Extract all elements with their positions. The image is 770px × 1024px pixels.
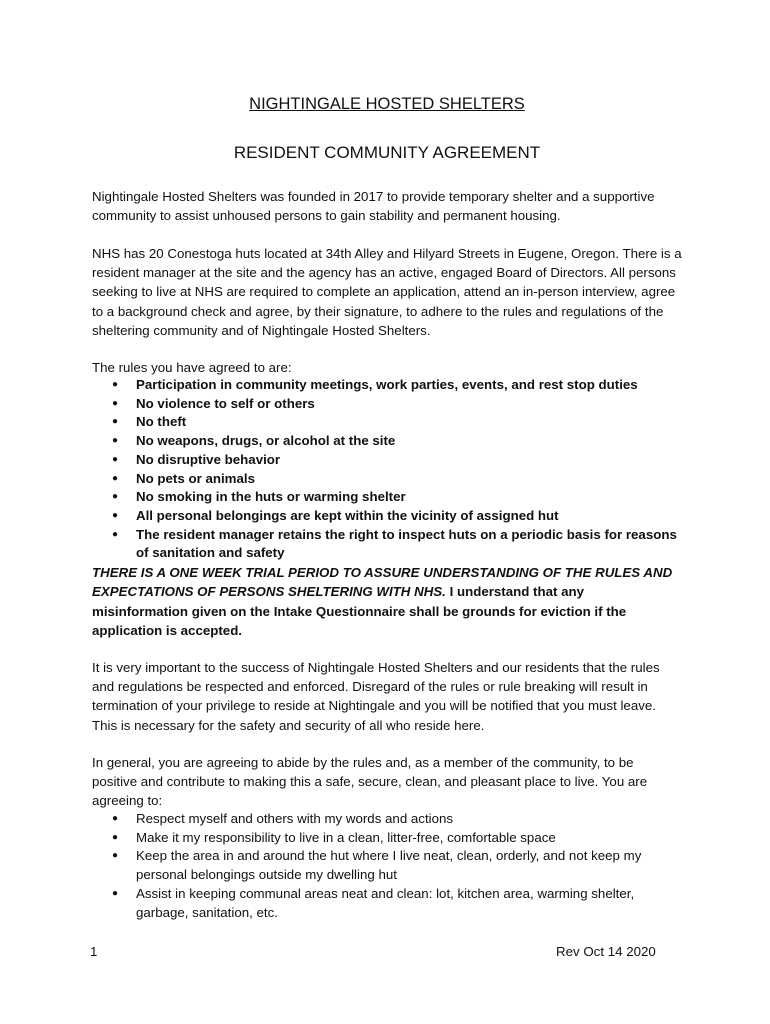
document-subtitle: RESIDENT COMMUNITY AGREEMENT <box>233 143 541 162</box>
huts-paragraph: NHS has 20 Conestoga huts located at 34th Alley and Hilyard Streets in Eugene, Oregon. There is a resident manager at the site and the agency has an active, engaged Board of Directors. All persons seeking to live at NHS are required to complete an application, attend an in-person interview, agree to a background check and agree, by their signature, to adhere to the rules and regulations of the sheltering community and of Nightingale Hosted Shelters. <box>92 246 682 338</box>
trial-period-emphasis: THERE IS A ONE WEEK TRIAL PERIOD TO ASSURE UNDERSTANDING OF THE RULES AND EXPECTATIONS OF PERSONS SHELTERING WITH NHS. <box>92 565 673 600</box>
page-number: 1 <box>90 944 98 959</box>
rule-item: ● No disruptive behavior <box>92 451 682 470</box>
rules-list <box>92 376 682 563</box>
rule-item: ● No theft <box>92 413 682 432</box>
founding-paragraph: Nightingale Hosted Shelters was founded in 2017 to provide temporary shelter and a supportive community to assist unhoused persons to gain stability and permanent housing. <box>92 189 655 224</box>
rule-item: ● Participation in community meetings, work parties, events, and rest stop duties <box>92 376 682 395</box>
enforcement-paragraph: It is very important to the success of Nightingale Hosted Shelters and our residents that the rules and regulations be respected and enforced. Disregard of the rules or rule breaking will result in termination of your privilege to reside at Nightingale and you will be notified that you must leave. This is necessary for the safety and security of all who reside here. <box>92 660 660 733</box>
agreement-item: ● Make it my responsibility to live in a clean, litter-free, comfortable space <box>92 829 682 848</box>
rule-item: ● The resident manager retains the right to inspect huts on a periodic basis for reasons of sanitation and safety <box>92 526 682 563</box>
rule-item: ● All personal belongings are kept within the vicinity of assigned hut <box>92 507 682 526</box>
rule-item: ● No weapons, drugs, or alcohol at the site <box>92 432 682 451</box>
trial-period-statement: I understand that any misinformation given on the Intake Questionnaire shall be grounds for eviction if the application is accepted. <box>92 584 627 639</box>
trial-period-notice <box>92 563 682 641</box>
document-title: NIGHTINGALE HOSTED SHELTERS <box>249 95 525 113</box>
rule-item: ● No violence to self or others <box>92 395 682 414</box>
agreement-item: ● Keep the area in and around the hut where I live neat, clean, orderly, and not keep my personal belongings outside my dwelling hut <box>92 847 682 884</box>
rule-item: ● No pets or animals <box>92 470 682 489</box>
agreements-list <box>92 810 682 922</box>
rules-intro: The rules you have agreed to are: <box>92 360 292 375</box>
rule-item: ● No smoking in the huts or warming shelter <box>92 488 682 507</box>
agreement-paragraph: In general, you are agreeing to abide by the rules and, as a member of the community, to be positive and contribute to making this a safe, secure, clean, and pleasant place to live. You are agreeing to: <box>92 755 648 809</box>
agreement-item: ● Respect myself and others with my words and actions <box>92 810 682 829</box>
agreement-item: ● Assist in keeping communal areas neat and clean: lot, kitchen area, warming shelter, garbage, sanitation, etc. <box>92 885 682 922</box>
revision-date: Rev Oct 14 2020 <box>556 944 656 959</box>
